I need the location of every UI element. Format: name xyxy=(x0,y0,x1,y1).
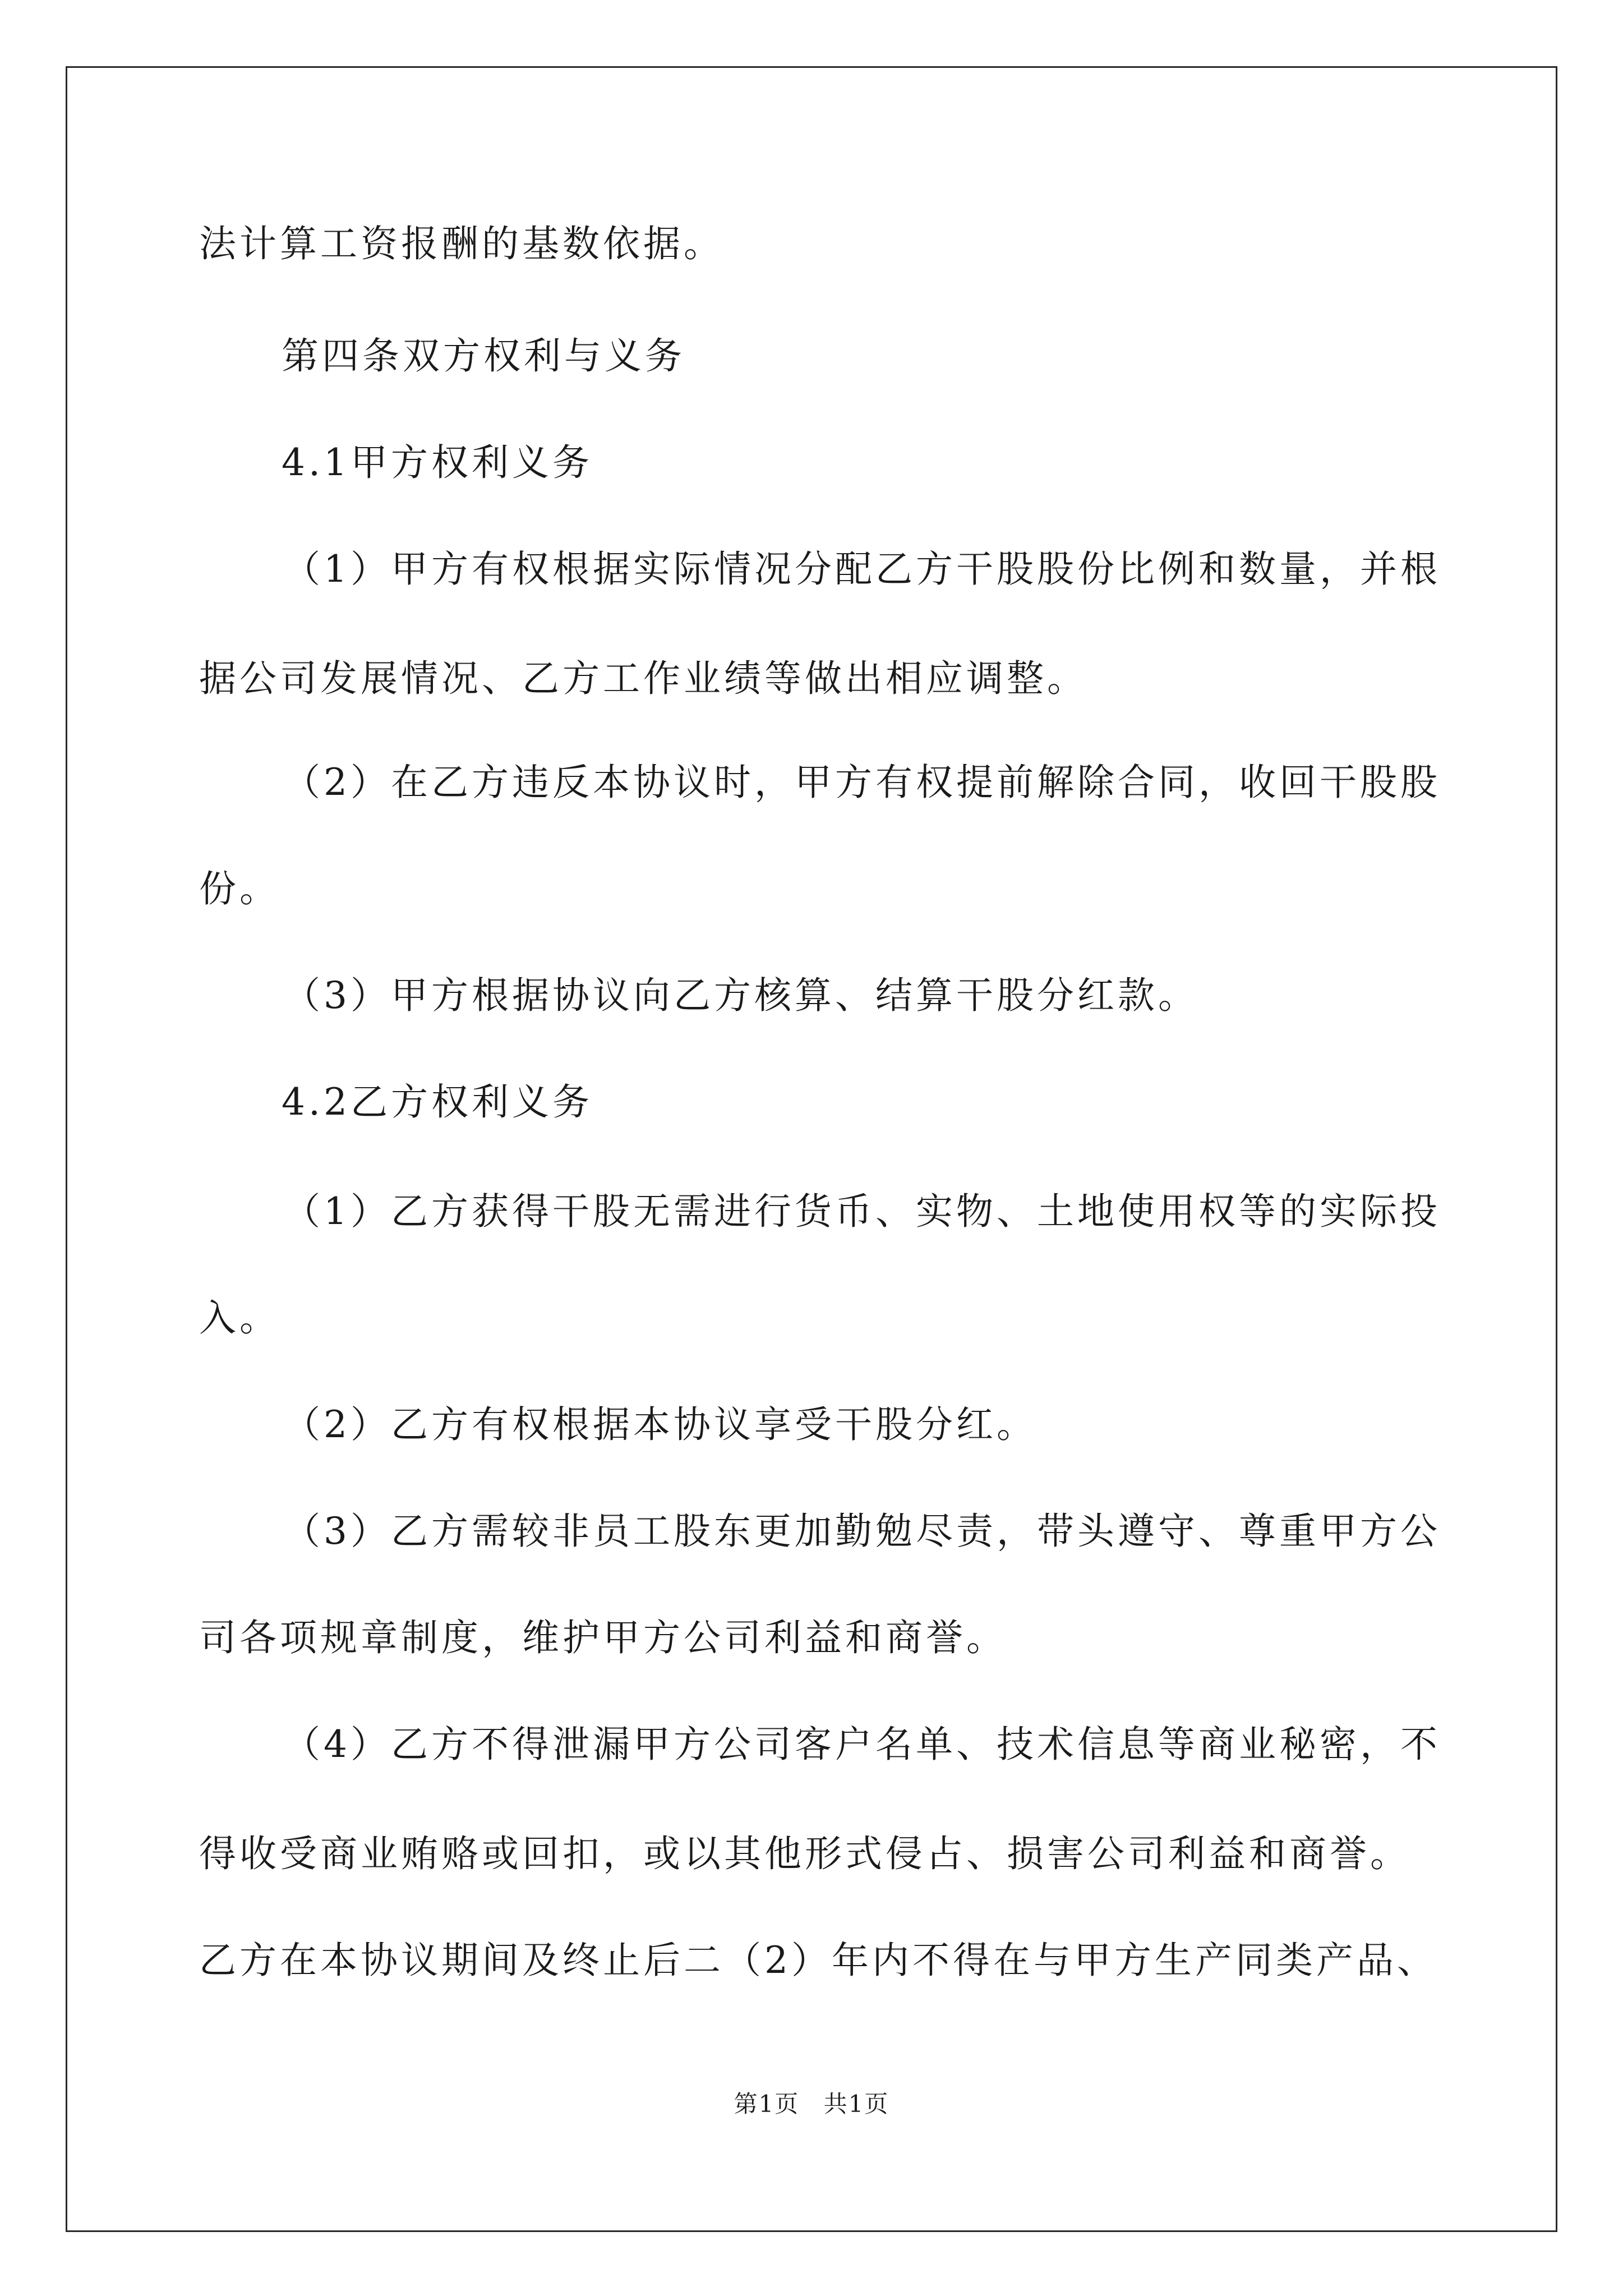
text-line: 入。 xyxy=(199,1296,280,1340)
text-line: 乙方在本协议期间及终止后二（2）年内不得在与甲方生产同类产品、 xyxy=(199,1939,1437,1982)
text-line: （2）在乙方违反本协议时，甲方有权提前解除合同，收回干股股 xyxy=(283,761,1441,804)
page-border xyxy=(66,66,1557,2232)
text-line: 得收受商业贿赂或回扣，或以其他形式侵占、损害公司利益和商誉。 xyxy=(199,1832,1410,1875)
text-line: 法计算工资报酬的基数依据。 xyxy=(199,222,724,265)
section-heading: 第四条双方权利与义务 xyxy=(282,334,685,378)
page-footer xyxy=(0,2090,1623,2119)
text-line: （3）乙方需较非员工股东更加勤勉尽责，带头遵守、尊重甲方公 xyxy=(283,1510,1441,1553)
page-number: 第1页 xyxy=(734,2090,800,2118)
text-line: 司各项规章制度，维护甲方公司利益和商誉。 xyxy=(199,1616,1007,1659)
text-line: （3）甲方根据协议向乙方核算、结算干股分红款。 xyxy=(283,974,1198,1017)
subsection-heading: 4.2乙方权利义务 xyxy=(282,1080,593,1124)
text-line: （1）乙方获得干股无需进行货币、实物、土地使用权等的实际投 xyxy=(283,1190,1441,1233)
text-line: （1）甲方有权根据实际情况分配乙方干股股份比例和数量，并根 xyxy=(283,547,1441,591)
page-total: 共1页 xyxy=(823,2090,889,2118)
text-line: （2）乙方有权根据本协议享受干股分红。 xyxy=(283,1403,1037,1446)
text-line: 份。 xyxy=(199,867,280,910)
subsection-heading: 4.1甲方权利义务 xyxy=(282,441,593,484)
text-line: 据公司发展情况、乙方工作业绩等做出相应调整。 xyxy=(199,657,1087,700)
text-line: （4）乙方不得泄漏甲方公司客户名单、技术信息等商业秘密，不 xyxy=(283,1723,1441,1766)
